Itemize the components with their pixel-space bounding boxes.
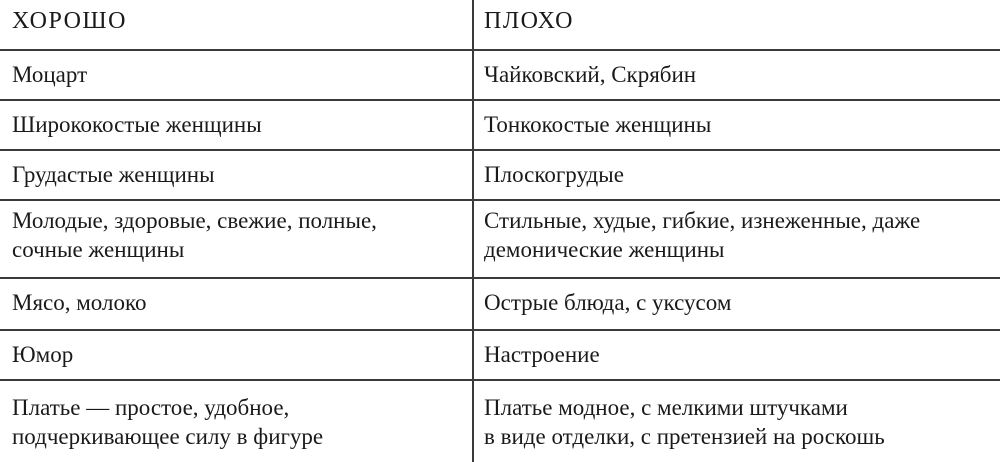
table-row <box>0 330 1000 380</box>
good-cell: Юмор <box>12 342 74 367</box>
good-cell: Грудастые женщины <box>12 162 215 187</box>
bad-cell: Платье модное, с мелкими штучками в виде отделки, с претензией на роскошь <box>484 395 885 449</box>
bad-cell: Настроение <box>484 342 600 367</box>
header-good: ХОРОШО <box>12 8 127 34</box>
bad-cell: Тонкокостые женщины <box>484 112 712 137</box>
good-cell: Ширококостые женщины <box>12 112 262 137</box>
bad-cell: Острые блюда, с уксусом <box>484 290 732 315</box>
table-header-row <box>0 0 1000 50</box>
header-bad: ПЛОХО <box>484 8 575 34</box>
good-cell: Молодые, здоровые, свежие, полные, сочные женщины <box>12 208 377 262</box>
bad-cell: Стильные, худые, гибкие, изнеженные, даже демонические женщины <box>484 208 921 262</box>
column-divider <box>472 0 474 462</box>
bad-cell: Плоскогрудые <box>484 162 624 187</box>
table-row <box>0 380 1000 462</box>
table-row <box>0 278 1000 330</box>
table-row <box>0 200 1000 278</box>
good-cell: Платье — простое, удобное, подчеркивающее силу в фигуре <box>12 395 324 449</box>
good-cell: Моцарт <box>12 62 88 87</box>
table-row <box>0 150 1000 200</box>
bad-cell: Чайковский, Скрябин <box>484 62 697 87</box>
table-row <box>0 50 1000 100</box>
table-row <box>0 100 1000 150</box>
good-cell: Мясо, молоко <box>12 290 147 315</box>
